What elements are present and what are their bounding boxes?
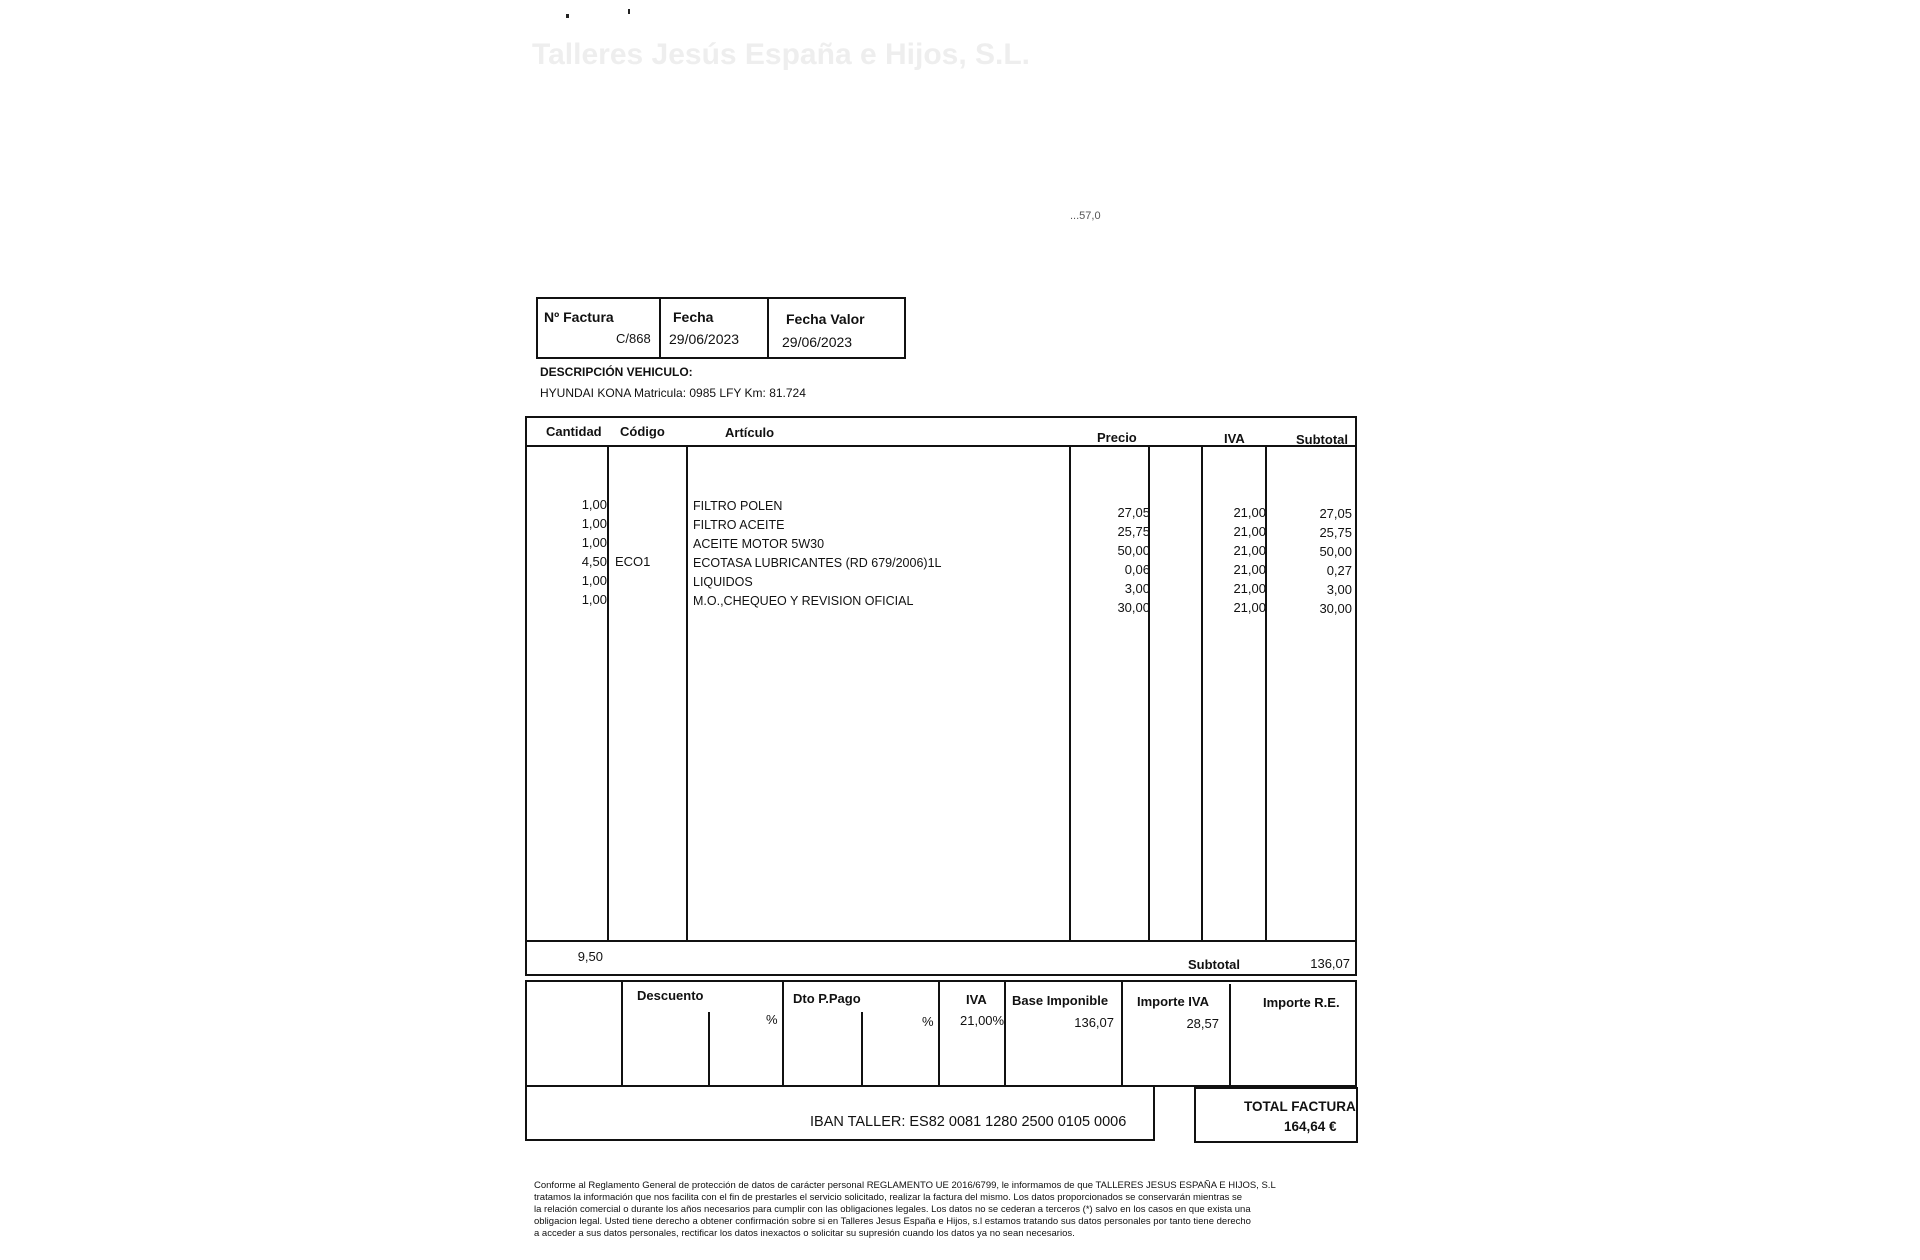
summary-divider (621, 980, 623, 1087)
row-price: 25,75 (1117, 524, 1150, 539)
vat-rate: 21,00% (960, 1013, 1005, 1028)
row-code: ECO1 (615, 554, 651, 569)
row-price: 50,00 (1117, 543, 1150, 558)
vat-amount: 28,57 (1186, 1016, 1219, 1031)
invoice-number: C/868 (616, 331, 651, 346)
row-article: ECOTASA LUBRICANTES (RD 679/2006)1L (693, 556, 942, 570)
row-vat: 21,00 (1233, 543, 1266, 558)
row-price: 27,05 (1117, 505, 1150, 520)
legal-line: tratamos la información que nos facilita con el fin de prestarles el servicio solicitado, realizar la factura del mismo. Los datos proporcionados se conservarán mientras se (534, 1192, 1243, 1203)
row-quantity: 1,00 (581, 592, 607, 607)
legal-line: la relación comercial o durante los años necesarios para cumplir con las obligaciones legales. Los datos no se cederan a terceros (*) salvo en los casos en que exista una (534, 1204, 1251, 1215)
header-subtotal: Subtotal (1296, 432, 1348, 447)
summary-divider (1004, 980, 1006, 1087)
row-vat: 21,00 (1233, 524, 1266, 539)
row-price: 3,00 (1124, 581, 1150, 596)
row-quantity: 4,50 (581, 554, 607, 569)
col-divider (607, 445, 609, 940)
total-quantity: 9,50 (577, 949, 603, 964)
total-label: TOTAL FACTURA (1244, 1099, 1356, 1114)
row-quantity: 1,00 (581, 573, 607, 588)
row-subtotal: 50,00 (1319, 544, 1352, 559)
summary-divider (861, 1012, 863, 1087)
vat-label: IVA (966, 992, 987, 1007)
subtotal-value: 136,07 (1310, 956, 1350, 971)
row-subtotal: 25,75 (1319, 525, 1352, 540)
legal-line: obligacion legal. Usted tiene derecho a obtener confirmación sobre si en Talleres Jesus España e Hijos, s.l estamos tratando sus datos personales por tanto tiene derecho (534, 1216, 1251, 1227)
summary-divider (1121, 980, 1123, 1087)
invoice-date-label: Fecha (673, 309, 714, 325)
discount-label: Descuento (637, 988, 704, 1003)
invoice-date: 29/06/2023 (669, 331, 740, 347)
row-vat: 21,00 (1233, 562, 1266, 577)
vehicle-description: HYUNDAI KONA Matricula: 0985 LFY Km: 81.724 (540, 386, 806, 400)
row-quantity: 1,00 (581, 535, 607, 550)
tax-base-label: Base Imponible (1012, 993, 1109, 1008)
row-quantity: 1,00 (581, 497, 607, 512)
discount-pct: % (766, 1012, 778, 1027)
row-subtotal: 0,27 (1326, 563, 1352, 578)
summary-divider (938, 980, 940, 1087)
re-amount-label: Importe R.E. (1263, 995, 1340, 1010)
header-price: Precio (1097, 430, 1137, 445)
subtotal-label: Subtotal (1188, 957, 1240, 972)
row-vat: 21,00 (1233, 600, 1266, 615)
iban-text: IBAN TALLER: ES82 0081 1280 2500 0105 0006 (810, 1114, 1127, 1130)
invoice-header-divider (659, 297, 661, 359)
tax-base: 136,07 (1074, 1015, 1114, 1030)
header-quantity: Cantidad (546, 424, 602, 439)
row-article: LIQUIDOS (693, 575, 753, 589)
prompt-payment-label: Dto P.Pago (793, 991, 861, 1006)
row-subtotal: 30,00 (1319, 601, 1352, 616)
top-fragment: ...57,0 (1070, 210, 1101, 222)
summary-divider (782, 980, 784, 1087)
summary-divider (708, 1012, 710, 1087)
iban-box (525, 1085, 1155, 1141)
header-article: Artículo (725, 425, 775, 440)
row-quantity: 1,00 (581, 516, 607, 531)
items-table-frame (525, 416, 1357, 976)
value-date: 29/06/2023 (782, 334, 853, 350)
scan-speck (628, 9, 630, 14)
total-value: 164,64 € (1284, 1119, 1337, 1134)
total-box (1194, 1087, 1358, 1143)
vat-amount-label: Importe IVA (1137, 994, 1209, 1009)
row-price: 30,00 (1117, 600, 1150, 615)
row-price: 0,06 (1124, 562, 1150, 577)
row-vat: 21,00 (1233, 505, 1266, 520)
row-vat: 21,00 (1233, 581, 1266, 596)
items-footer-rule (525, 940, 1357, 942)
value-date-label: Fecha Valor (786, 311, 865, 327)
col-divider (686, 445, 688, 940)
invoice-number-label: Nº Factura (544, 309, 614, 325)
invoice-header-divider (767, 297, 769, 359)
prompt-payment-pct: % (922, 1014, 934, 1029)
vehicle-section-label: DESCRIPCIÓN VEHICULO: (540, 365, 693, 379)
scan-speck (566, 14, 569, 18)
row-article: FILTRO ACEITE (693, 518, 785, 532)
row-subtotal: 27,05 (1319, 506, 1352, 521)
legal-line: a acceder a sus datos personales, rectificar los datos inexactos o solicitar su supresión cuando los datos ya no sean necesarios. (534, 1228, 1075, 1239)
header-code: Código (620, 424, 665, 439)
row-article: M.O.,CHEQUEO Y REVISION OFICIAL (693, 594, 914, 608)
company-header: Talleres Jesús España e Hijos, S.L. (532, 38, 1031, 71)
header-vat: IVA (1224, 431, 1245, 446)
row-article: FILTRO POLEN (693, 499, 783, 513)
row-article: ACEITE MOTOR 5W30 (693, 537, 825, 551)
legal-line: Conforme al Reglamento General de protección de datos de carácter personal REGLAMENTO UE 2016/6799, le informamos de que TALLERES JESUS ESPAÑA E HIJOS, S.L (534, 1180, 1276, 1191)
row-subtotal: 3,00 (1326, 582, 1352, 597)
summary-divider (1229, 984, 1231, 1087)
